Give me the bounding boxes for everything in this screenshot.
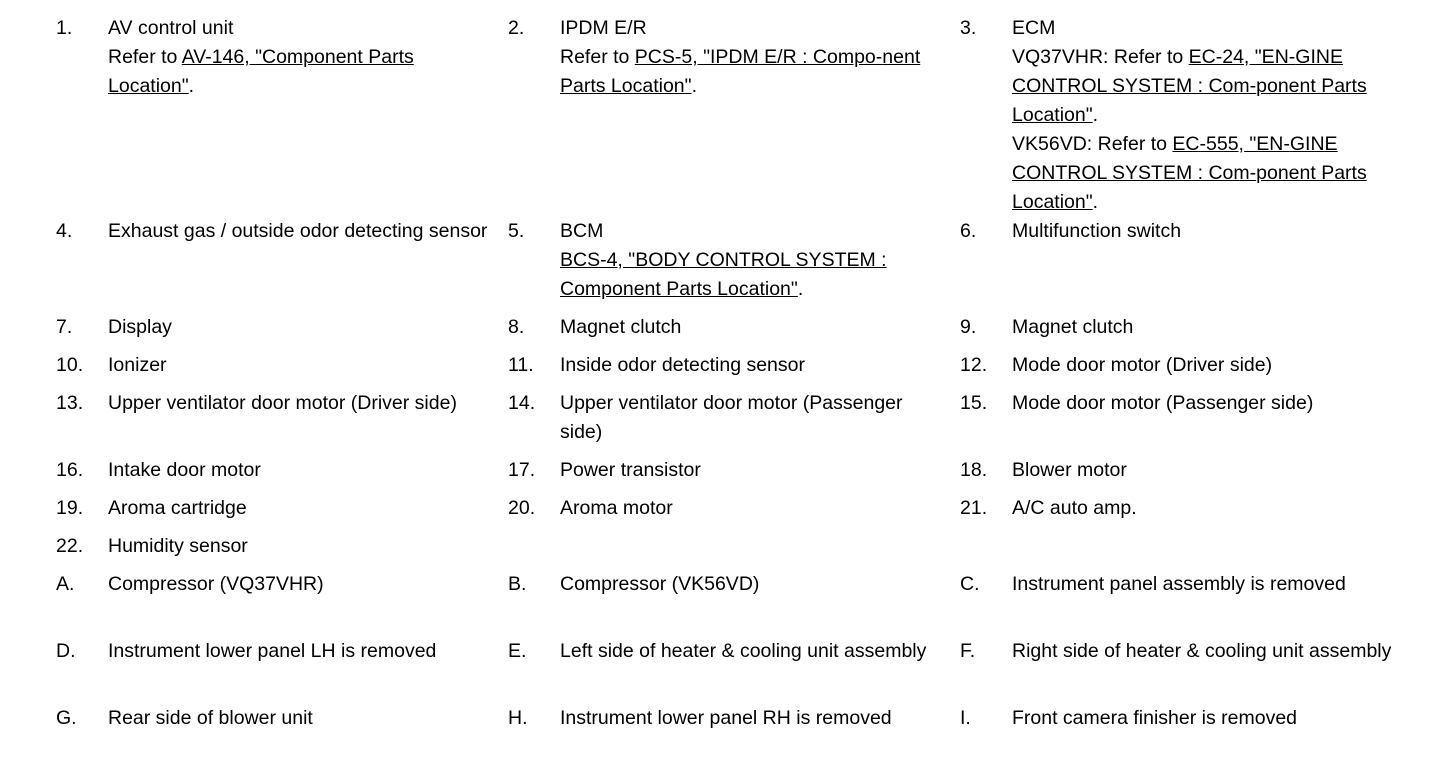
legend-item bbox=[960, 217, 1430, 313]
legend-item bbox=[960, 570, 1430, 637]
text-run: Instrument lower panel RH is removed bbox=[560, 707, 892, 729]
text-run: . bbox=[1092, 104, 1099, 126]
legend-item-text bbox=[1012, 704, 1430, 733]
legend-item-marker: 19. bbox=[56, 497, 84, 519]
legend-item-text bbox=[108, 217, 508, 246]
legend-item-marker: 13. bbox=[56, 392, 84, 414]
legend-item-text bbox=[108, 351, 508, 380]
legend-item-text bbox=[108, 313, 508, 342]
text-run: Rear side of blower unit bbox=[108, 707, 313, 729]
text-run: Aroma motor bbox=[560, 497, 673, 519]
legend-item-text bbox=[108, 14, 508, 101]
text-run: Refer to bbox=[560, 46, 635, 68]
text-run: . bbox=[797, 278, 804, 300]
legend-item-marker: 1. bbox=[56, 17, 73, 39]
cross-reference-link[interactable]: ponent Parts Location" bbox=[1012, 75, 1367, 126]
legend-item-text bbox=[560, 456, 960, 485]
legend-item bbox=[960, 456, 1430, 494]
text-run: Aroma cartridge bbox=[108, 497, 247, 519]
legend-item bbox=[508, 14, 960, 217]
legend-item-text bbox=[108, 704, 508, 733]
legend-item bbox=[960, 637, 1430, 704]
legend-item-text bbox=[108, 456, 508, 485]
text-run: Instrument panel assembly is removed bbox=[1012, 573, 1346, 595]
legend-item-text bbox=[108, 637, 508, 666]
legend-item bbox=[56, 389, 508, 456]
text-run: Refer to bbox=[108, 46, 182, 68]
cross-reference-link[interactable]: EC-24, "EN- bbox=[1188, 46, 1296, 68]
legend-item bbox=[56, 14, 508, 217]
text-run: Left side of heater & cooling unit assembly bbox=[560, 640, 927, 662]
legend-item-marker: B. bbox=[508, 573, 527, 595]
text-run: ECM bbox=[1012, 17, 1056, 39]
legend-item-marker: 8. bbox=[508, 316, 525, 338]
legend-item-text bbox=[560, 704, 960, 733]
legend-item-marker: 20. bbox=[508, 497, 536, 519]
text-run: A/C auto amp. bbox=[1012, 497, 1137, 519]
legend-item-text bbox=[1012, 313, 1430, 342]
text-run: Exhaust gas / outside odor detecting sensor bbox=[108, 220, 488, 242]
legend-item-marker: D. bbox=[56, 640, 76, 662]
text-run: Front camera finisher is removed bbox=[1012, 707, 1298, 729]
text-run: Compressor (VQ37VHR) bbox=[108, 573, 324, 595]
text-run: Magnet clutch bbox=[560, 316, 682, 338]
legend-item-marker: 15. bbox=[960, 392, 988, 414]
legend-item-marker: I. bbox=[960, 707, 971, 729]
text-run: Upper ventilator door motor (Driver side) bbox=[108, 392, 457, 414]
legend-item-marker: 14. bbox=[508, 392, 536, 414]
text-run: Upper ventilator door motor (Passenger side) bbox=[560, 392, 903, 443]
text-run: Ionizer bbox=[108, 354, 167, 376]
text-run: Display bbox=[108, 316, 172, 338]
text-run: VQ37VHR: Refer to bbox=[1012, 46, 1189, 68]
text-run: VK56VD: Refer to bbox=[1012, 133, 1173, 155]
legend-item-text bbox=[1012, 217, 1430, 246]
text-run: Magnet clutch bbox=[1012, 316, 1134, 338]
legend-item-text bbox=[108, 532, 508, 561]
text-run: Mode door motor (Driver side) bbox=[1012, 354, 1273, 376]
legend-item-marker: 9. bbox=[960, 316, 977, 338]
legend-item-text bbox=[560, 637, 960, 666]
text-run: Power transistor bbox=[560, 459, 701, 481]
legend-item-marker: 18. bbox=[960, 459, 988, 481]
legend-item bbox=[508, 570, 960, 637]
legend-item-marker: E. bbox=[508, 640, 527, 662]
legend-item-text bbox=[108, 389, 508, 418]
cross-reference-link[interactable]: AV-146, "Component Parts bbox=[181, 46, 414, 68]
legend-item bbox=[508, 494, 960, 532]
legend-item-marker: 6. bbox=[960, 220, 977, 242]
legend-item-text bbox=[108, 570, 508, 599]
legend-item-text bbox=[1012, 14, 1430, 217]
legend-item bbox=[508, 704, 960, 762]
legend-item-marker: 17. bbox=[508, 459, 536, 481]
legend-item bbox=[56, 217, 508, 313]
legend-item bbox=[960, 389, 1430, 456]
legend-item-marker: 16. bbox=[56, 459, 84, 481]
legend-item bbox=[508, 637, 960, 704]
legend-item bbox=[56, 637, 508, 704]
legend-item bbox=[508, 313, 960, 351]
text-run: Humidity sensor bbox=[108, 535, 248, 557]
legend-item-marker: F. bbox=[960, 640, 976, 662]
legend-item bbox=[508, 351, 960, 389]
text-run: Instrument lower panel LH is removed bbox=[108, 640, 437, 662]
legend-item-text bbox=[560, 389, 960, 447]
text-run: Inside odor detecting sensor bbox=[560, 354, 805, 376]
legend-item bbox=[56, 532, 508, 570]
legend-item-marker: 4. bbox=[56, 220, 73, 242]
text-run: . bbox=[188, 75, 195, 97]
text-run: Intake door motor bbox=[108, 459, 261, 481]
legend-item-text bbox=[560, 494, 960, 523]
legend-item-marker: 3. bbox=[960, 17, 977, 39]
text-run: BCM bbox=[560, 220, 604, 242]
cross-reference-link[interactable]: BCS-4, "BODY CONTROL SYSTEM bbox=[560, 249, 882, 271]
cross-reference-link[interactable]: nent Parts Location" bbox=[560, 46, 921, 97]
text-run: . bbox=[691, 75, 697, 97]
legend-item bbox=[56, 456, 508, 494]
legend-item-marker: 12. bbox=[960, 354, 988, 376]
legend-item-marker: 21. bbox=[960, 497, 988, 519]
cross-reference-link[interactable]: : Component Parts Location" bbox=[560, 249, 887, 300]
cross-reference-link[interactable]: GINE CONTROL SYSTEM : Com- bbox=[1012, 46, 1343, 97]
legend-item-marker: C. bbox=[960, 573, 980, 595]
legend-item-text bbox=[1012, 494, 1430, 523]
legend-item bbox=[960, 351, 1430, 389]
text-run: Right side of heater & cooling unit assembly bbox=[1012, 640, 1392, 662]
text-run: . bbox=[1092, 191, 1099, 213]
legend-item bbox=[508, 532, 960, 570]
legend-item bbox=[56, 704, 508, 762]
legend-item-text bbox=[560, 14, 960, 101]
legend-item bbox=[508, 389, 960, 456]
legend-item-text bbox=[1012, 456, 1430, 485]
cross-reference-link[interactable]: ponent Parts Location" bbox=[1012, 162, 1367, 213]
legend-item-marker: 11. bbox=[508, 354, 534, 376]
legend-item bbox=[508, 217, 960, 313]
text-run: Blower motor bbox=[1012, 459, 1127, 481]
legend-item bbox=[960, 313, 1430, 351]
legend-item-text bbox=[560, 570, 960, 599]
legend-item-marker: 10. bbox=[56, 354, 84, 376]
text-run: IPDM E/R bbox=[560, 17, 647, 39]
legend-item bbox=[56, 570, 508, 637]
legend-item-marker: 7. bbox=[56, 316, 73, 338]
legend-item-marker: G. bbox=[56, 707, 77, 729]
legend-item-marker: 2. bbox=[508, 17, 525, 39]
legend-item-text bbox=[1012, 389, 1430, 418]
legend-item bbox=[56, 313, 508, 351]
cross-reference-link[interactable]: EC-555, "EN- bbox=[1172, 133, 1290, 155]
legend-item bbox=[56, 351, 508, 389]
legend-item-text bbox=[1012, 570, 1430, 599]
legend-item bbox=[56, 494, 508, 532]
legend-item-marker: A. bbox=[56, 573, 75, 595]
legend-item bbox=[508, 456, 960, 494]
legend-item-text bbox=[560, 313, 960, 342]
legend-item-marker: H. bbox=[508, 707, 528, 729]
legend-item bbox=[960, 704, 1430, 762]
cross-reference-link[interactable]: Location" bbox=[108, 75, 189, 97]
text-run: AV control unit bbox=[108, 17, 234, 39]
text-run: Compressor (VK56VD) bbox=[560, 573, 760, 595]
legend-item-text bbox=[1012, 351, 1430, 380]
legend-item-marker: 5. bbox=[508, 220, 525, 242]
text-run: Mode door motor (Passenger side) bbox=[1012, 392, 1314, 414]
legend-item-marker: 22. bbox=[56, 535, 84, 557]
legend-item-text bbox=[560, 217, 960, 304]
legend-item bbox=[960, 532, 1430, 570]
legend-item-text bbox=[560, 351, 960, 380]
legend-item-text bbox=[1012, 637, 1430, 666]
legend-item bbox=[960, 494, 1430, 532]
legend-item-text bbox=[108, 494, 508, 523]
text-run: Multifunction switch bbox=[1012, 220, 1182, 242]
legend-item bbox=[960, 14, 1430, 217]
cross-reference-link[interactable]: PCS-5, "IPDM E/R : Compo- bbox=[634, 46, 883, 68]
cross-reference-link[interactable]: GINE CONTROL SYSTEM : Com- bbox=[1012, 133, 1338, 184]
